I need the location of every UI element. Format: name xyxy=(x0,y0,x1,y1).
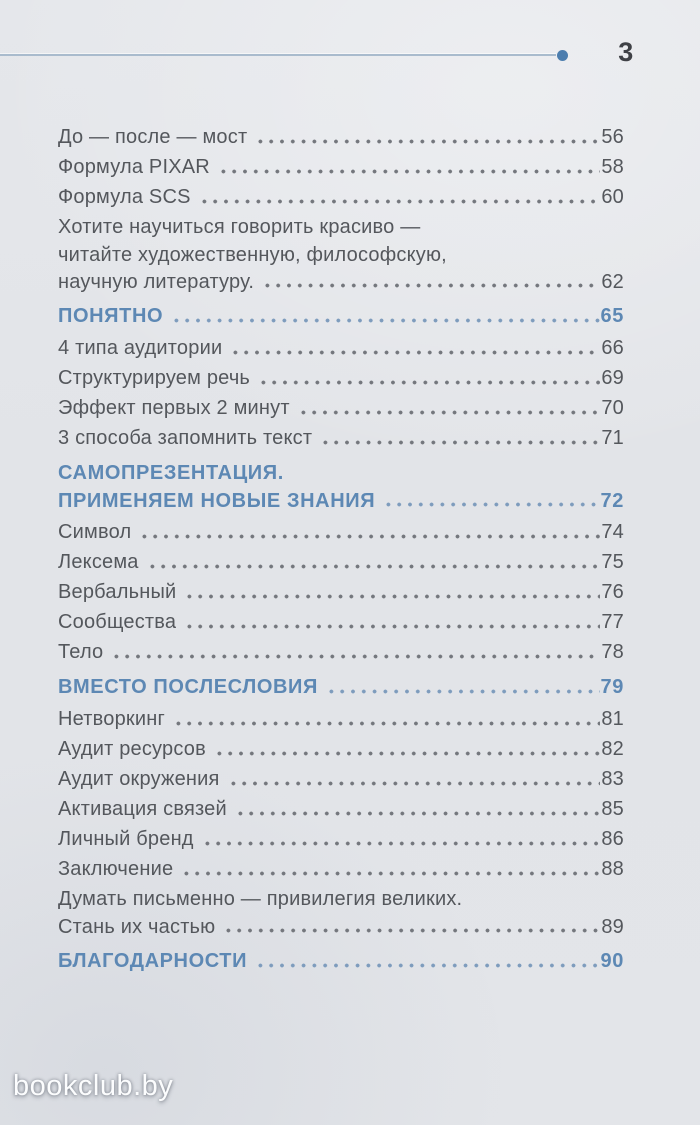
toc-entry xyxy=(58,458,624,515)
dot-leader xyxy=(253,122,600,152)
toc-entry xyxy=(58,423,624,453)
toc-entry-title: 4 типа аудитории xyxy=(58,337,223,359)
dot-leader xyxy=(145,547,601,577)
toc-entry-page: 78 xyxy=(601,641,624,663)
dot-leader xyxy=(182,577,600,607)
dot-leader xyxy=(197,182,601,212)
dot-leader xyxy=(233,794,600,824)
toc-entry-page: 90 xyxy=(600,950,624,972)
toc-entry-page: 82 xyxy=(601,738,624,760)
toc-entry xyxy=(58,946,624,976)
toc-entry-title-line: Хотите научиться говорить красиво — xyxy=(58,216,421,238)
dot-leader xyxy=(221,914,600,941)
toc-entry xyxy=(58,824,624,854)
toc-entry-title: Заключение xyxy=(58,858,174,880)
toc-entry xyxy=(58,734,624,764)
toc-list xyxy=(58,122,624,978)
toc-entry-title: Аудит окружения xyxy=(58,768,220,790)
toc-entry-page: 75 xyxy=(601,551,624,573)
toc-entry-title-line: Думать письменно — привилегия великих. xyxy=(58,888,463,910)
toc-entry-page: 86 xyxy=(601,828,624,850)
toc-entry-page: 79 xyxy=(600,676,624,698)
toc-entry xyxy=(58,517,624,547)
toc-entry xyxy=(58,212,624,296)
dot-leader xyxy=(179,854,600,884)
dot-leader xyxy=(256,363,600,393)
toc-entry xyxy=(58,854,624,884)
toc-entry xyxy=(58,577,624,607)
toc-entry xyxy=(58,794,624,824)
toc-entry-page: 81 xyxy=(601,708,624,730)
toc-entry-page: 76 xyxy=(601,581,624,603)
toc-entry-title: 3 способа запомнить текст xyxy=(58,427,313,449)
toc-entry xyxy=(58,637,624,667)
toc-entry-page: 74 xyxy=(601,521,624,543)
dot-leader xyxy=(381,488,599,515)
dot-leader xyxy=(253,946,599,976)
toc-entry-page: 89 xyxy=(601,916,624,938)
toc-entry-title: ВМЕСТО ПОСЛЕСЛОВИЯ xyxy=(58,676,318,698)
toc-entry xyxy=(58,704,624,734)
toc-entry-page: 88 xyxy=(601,858,624,880)
toc-entry xyxy=(58,182,624,212)
dot-leader xyxy=(260,269,600,296)
toc-entry-title: Символ xyxy=(58,521,132,543)
dot-leader xyxy=(296,393,601,423)
toc-entry-title: Аудит ресурсов xyxy=(58,738,206,760)
toc-entry-page: 62 xyxy=(601,271,624,293)
toc-entry-title: Формула SCS xyxy=(58,186,191,208)
toc-entry xyxy=(58,884,624,941)
toc-entry-page: 85 xyxy=(601,798,624,820)
toc-entry-title: До — после — мост xyxy=(58,126,248,148)
toc-entry xyxy=(58,393,624,423)
toc-entry xyxy=(58,333,624,363)
toc-entry-title: Личный бренд xyxy=(58,828,194,850)
toc-entry-title: Тело xyxy=(58,641,104,663)
toc-entry-title-line: САМОПРЕЗЕНТАЦИЯ. xyxy=(58,462,284,484)
toc-entry xyxy=(58,363,624,393)
toc-entry-title: Структурируем речь xyxy=(58,367,251,389)
header-rule xyxy=(0,49,568,62)
toc-entry-title: Вербальный xyxy=(58,581,177,603)
toc-entry-title: научную литературу. xyxy=(58,271,255,293)
toc-entry-title: ПОНЯТНО xyxy=(58,305,164,327)
toc-entry xyxy=(58,547,624,577)
dot-leader xyxy=(226,764,601,794)
dot-leader xyxy=(200,824,601,854)
dot-leader xyxy=(324,672,600,702)
toc-entry xyxy=(58,764,624,794)
toc-entry-title: БЛАГОДАРНОСТИ xyxy=(58,950,248,972)
toc-entry-page: 77 xyxy=(601,611,624,633)
toc-entry-page: 65 xyxy=(600,305,624,327)
toc-entry-page: 58 xyxy=(601,156,624,178)
toc-entry xyxy=(58,152,624,182)
watermark: bookclub.by xyxy=(13,1070,174,1102)
toc-entry-page: 70 xyxy=(601,397,624,419)
toc-entry-page: 83 xyxy=(601,768,624,790)
toc-entry-page: 66 xyxy=(601,337,624,359)
dot-leader xyxy=(137,517,600,547)
toc-entry-page: 69 xyxy=(601,367,624,389)
toc-entry-page: 60 xyxy=(601,186,624,208)
toc-entry-title: Формула PIXAR xyxy=(58,156,210,178)
rule-end-dot-icon xyxy=(557,50,568,61)
toc-entry-title: Сообщества xyxy=(58,611,177,633)
dot-leader xyxy=(212,734,600,764)
toc-entry xyxy=(58,607,624,637)
toc-entry xyxy=(58,672,624,702)
dot-leader xyxy=(228,333,600,363)
dot-leader xyxy=(182,607,600,637)
toc-entry-title: Нетворкинг xyxy=(58,708,165,730)
toc-entry-title: Стань их частью xyxy=(58,916,216,938)
toc-entry-page: 72 xyxy=(600,490,624,512)
toc-entry xyxy=(58,301,624,331)
toc-entry-title: Эффект первых 2 минут xyxy=(58,397,290,419)
toc-entry-page: 56 xyxy=(601,126,624,148)
page-number: 3 xyxy=(618,37,634,67)
toc-entry xyxy=(58,122,624,152)
dot-leader xyxy=(171,704,600,734)
toc-entry-title-line: читайте художественную, философскую, xyxy=(58,244,447,266)
toc-entry-title: Лексема xyxy=(58,551,139,573)
toc-entry-page: 71 xyxy=(601,427,624,449)
dot-leader xyxy=(318,423,600,453)
dot-leader xyxy=(109,637,600,667)
toc-entry-title: Активация связей xyxy=(58,798,227,820)
toc-entry-title: ПРИМЕНЯЕМ НОВЫЕ ЗНАНИЯ xyxy=(58,490,376,512)
dot-leader xyxy=(169,301,599,331)
dot-leader xyxy=(216,152,600,182)
rule-line xyxy=(0,54,556,56)
